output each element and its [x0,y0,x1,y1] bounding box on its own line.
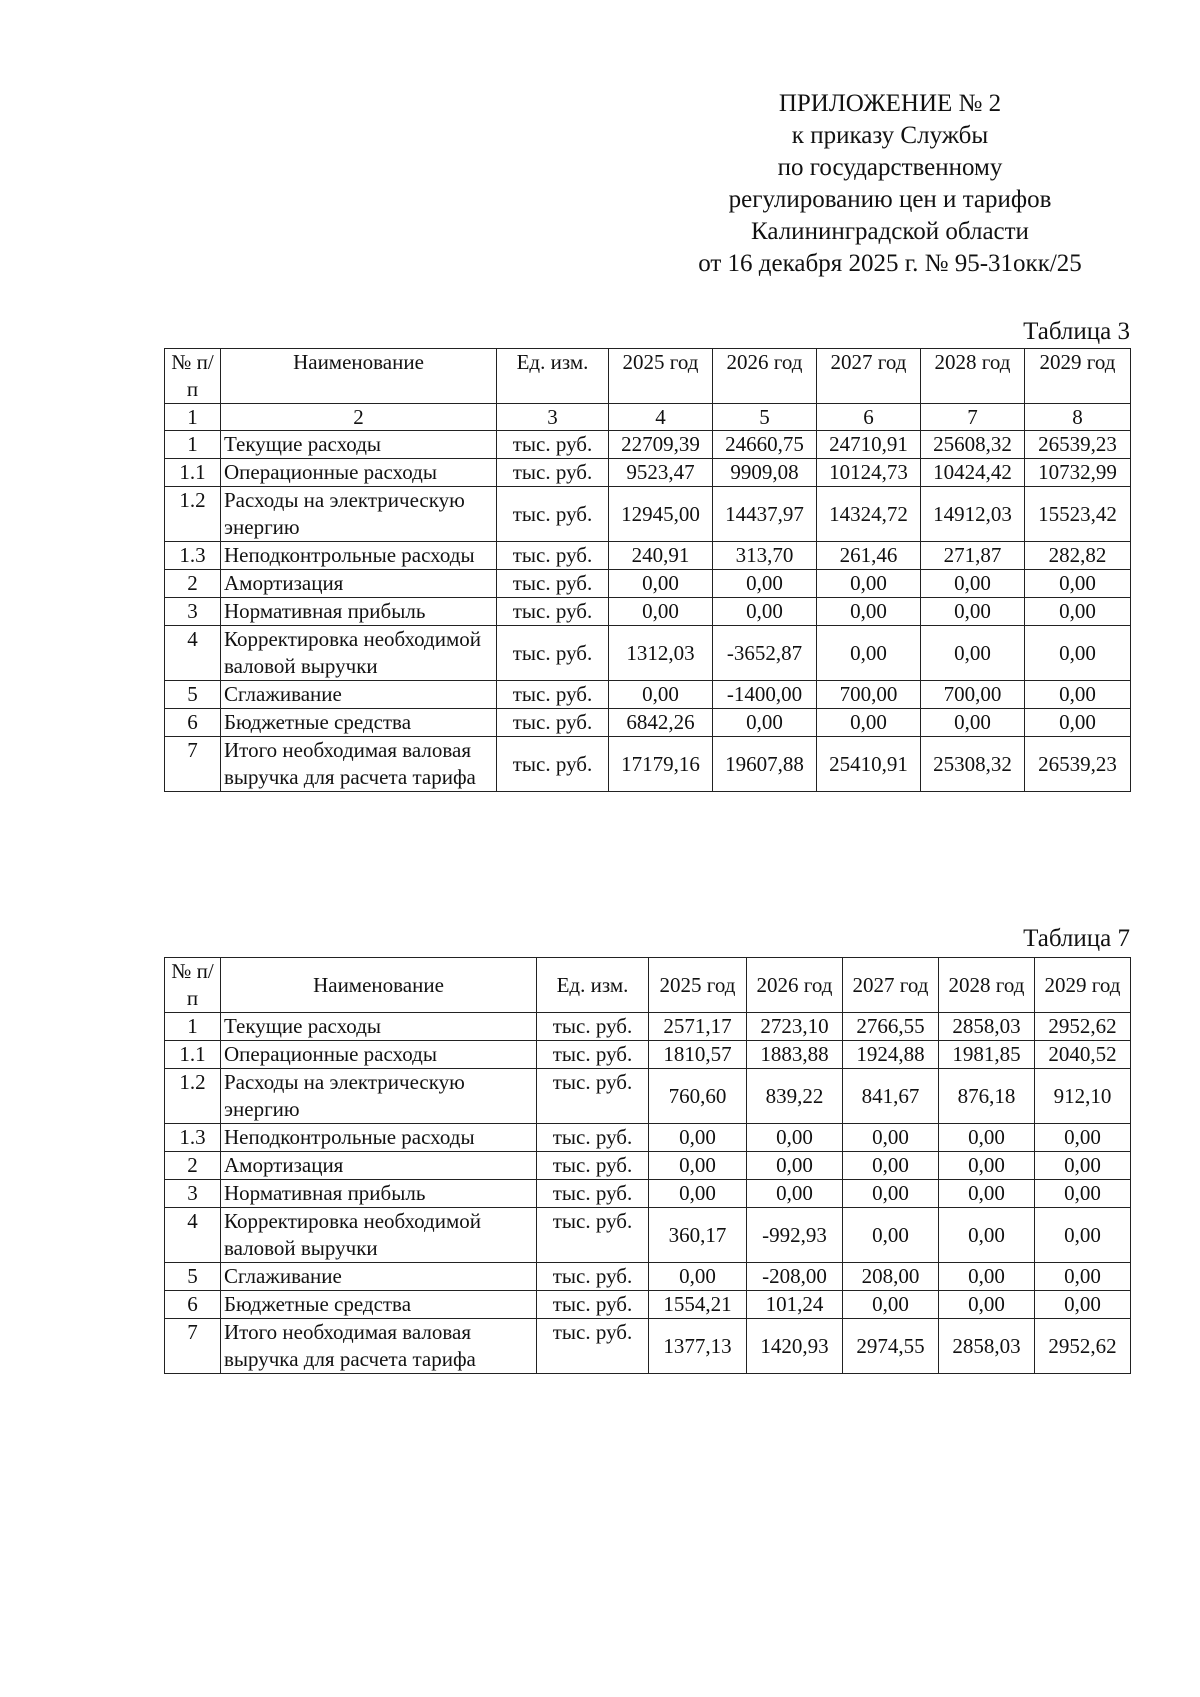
value-cell: 0,00 [939,1124,1035,1152]
table3 [164,348,1131,792]
row-unit: тыс. руб. [537,1152,649,1180]
value-cell: 101,24 [747,1291,843,1319]
value-cell: 0,00 [1025,709,1131,737]
value-cell: 282,82 [1025,542,1131,570]
table-row [165,1180,1131,1208]
value-cell: 360,17 [649,1208,747,1263]
value-cell: 2571,17 [649,1013,747,1041]
value-cell: 0,00 [1035,1152,1131,1180]
value-cell: 0,00 [747,1180,843,1208]
value-cell: 313,70 [713,542,817,570]
value-cell: 0,00 [649,1152,747,1180]
row-unit: тыс. руб. [537,1319,649,1374]
table-row [165,1263,1131,1291]
table-row [165,681,1131,709]
column-number: 3 [497,404,609,431]
value-cell: 25410,91 [817,737,921,792]
value-cell: 0,00 [939,1208,1035,1263]
value-cell: 0,00 [921,709,1025,737]
value-cell: 0,00 [1025,626,1131,681]
row-unit: тыс. руб. [537,1069,649,1124]
col-unit-header: Ед. изм. [497,349,609,404]
value-cell: 6842,26 [609,709,713,737]
table3-column-numbers-row [165,404,1131,431]
value-cell: 26539,23 [1025,737,1131,792]
row-unit: тыс. руб. [537,1124,649,1152]
column-number: 7 [921,404,1025,431]
value-cell: 14912,03 [921,487,1025,542]
row-name: Неподконтрольные расходы [221,1124,537,1152]
table-row [165,598,1131,626]
value-cell: 700,00 [921,681,1025,709]
value-cell: 0,00 [713,598,817,626]
column-number: 4 [609,404,713,431]
value-cell: 271,87 [921,542,1025,570]
value-cell: 17179,16 [609,737,713,792]
value-cell: 0,00 [713,570,817,598]
value-cell: 15523,42 [1025,487,1131,542]
row-unit: тыс. руб. [497,542,609,570]
value-cell: 0,00 [939,1263,1035,1291]
row-number: 1.1 [165,459,221,487]
value-cell: 700,00 [817,681,921,709]
row-name: Расходы на электрическую энергию [221,1069,537,1124]
table-row [165,737,1131,792]
value-cell: 2952,62 [1035,1319,1131,1374]
table-row [165,1069,1131,1124]
row-name: Расходы на электрическую энергию [221,487,497,542]
table-row [165,626,1131,681]
value-cell: 1883,88 [747,1041,843,1069]
value-cell: 0,00 [921,570,1025,598]
value-cell: 26539,23 [1025,431,1131,459]
value-cell: 0,00 [939,1180,1035,1208]
value-cell: 0,00 [843,1124,939,1152]
value-cell: 0,00 [843,1180,939,1208]
value-cell: 0,00 [609,681,713,709]
value-cell: 240,91 [609,542,713,570]
table3-header-row [165,349,1131,404]
column-number: 5 [713,404,817,431]
row-number: 1.3 [165,1124,221,1152]
value-cell: 9909,08 [713,459,817,487]
value-cell: 2858,03 [939,1013,1035,1041]
value-cell: 0,00 [1025,570,1131,598]
col-name-header: Наименование [221,349,497,404]
row-unit: тыс. руб. [497,459,609,487]
col-year-header: 2028 год [921,349,1025,404]
row-name: Текущие расходы [221,431,497,459]
row-name: Текущие расходы [221,1013,537,1041]
value-cell: 0,00 [747,1124,843,1152]
col-num-header: № п/п [165,958,221,1013]
row-unit: тыс. руб. [497,431,609,459]
value-cell: 19607,88 [713,737,817,792]
col-year-header: 2026 год [713,349,817,404]
row-name: Корректировка необходимой валовой выручки [221,626,497,681]
row-number: 6 [165,1291,221,1319]
value-cell: 2974,55 [843,1319,939,1374]
row-number: 1.2 [165,1069,221,1124]
row-number: 1.3 [165,542,221,570]
header-line: Калининградской области [751,218,1029,245]
value-cell: 2723,10 [747,1013,843,1041]
value-cell: 0,00 [649,1124,747,1152]
row-number: 5 [165,681,221,709]
value-cell: 0,00 [747,1152,843,1180]
table7 [164,957,1131,1374]
table-row [165,542,1131,570]
row-name: Операционные расходы [221,1041,537,1069]
value-cell: 0,00 [609,598,713,626]
row-number: 2 [165,570,221,598]
col-year-header: 2028 год [939,958,1035,1013]
row-unit: тыс. руб. [537,1291,649,1319]
value-cell: 0,00 [843,1291,939,1319]
value-cell: 14324,72 [817,487,921,542]
table-row [165,459,1131,487]
row-name: Амортизация [221,570,497,598]
value-cell: 0,00 [609,570,713,598]
row-unit: тыс. руб. [537,1013,649,1041]
row-name: Итого необходимая валовая выручка для расчета тарифа [221,737,497,792]
header-line: от 16 декабря 2025 г. № 95-31окк/25 [698,250,1082,277]
value-cell: 0,00 [817,570,921,598]
value-cell: 839,22 [747,1069,843,1124]
value-cell: 0,00 [1035,1124,1131,1152]
value-cell: 0,00 [817,626,921,681]
value-cell: -208,00 [747,1263,843,1291]
value-cell: 2766,55 [843,1013,939,1041]
table-row [165,487,1131,542]
row-number: 5 [165,1263,221,1291]
table-row [165,1041,1131,1069]
value-cell: 0,00 [1035,1180,1131,1208]
col-year-header: 2029 год [1035,958,1131,1013]
value-cell: 1377,13 [649,1319,747,1374]
value-cell: 0,00 [1035,1208,1131,1263]
row-number: 1 [165,1013,221,1041]
value-cell: 841,67 [843,1069,939,1124]
col-year-header: 2025 год [609,349,713,404]
value-cell: 1981,85 [939,1041,1035,1069]
value-cell: 25308,32 [921,737,1025,792]
row-number: 1.2 [165,487,221,542]
value-cell: 0,00 [713,709,817,737]
table-row [165,709,1131,737]
value-cell: 24710,91 [817,431,921,459]
value-cell: 0,00 [1035,1263,1131,1291]
value-cell: 1924,88 [843,1041,939,1069]
row-number: 4 [165,626,221,681]
value-cell: 25608,32 [921,431,1025,459]
header-line: по государственному [777,154,1003,181]
value-cell: 10732,99 [1025,459,1131,487]
row-unit: тыс. руб. [497,709,609,737]
row-number: 7 [165,737,221,792]
row-unit: тыс. руб. [537,1208,649,1263]
column-number: 6 [817,404,921,431]
value-cell: 22709,39 [609,431,713,459]
col-year-header: 2025 год [649,958,747,1013]
table7-header-row [165,958,1131,1013]
col-num-header: № п/п [165,349,221,404]
value-cell: 2858,03 [939,1319,1035,1374]
value-cell: 208,00 [843,1263,939,1291]
value-cell: 760,60 [649,1069,747,1124]
row-number: 1 [165,431,221,459]
value-cell: 0,00 [939,1152,1035,1180]
row-name: Неподконтрольные расходы [221,542,497,570]
header-line: ПРИЛОЖЕНИЕ № 2 [778,90,1002,117]
row-number: 1.1 [165,1041,221,1069]
value-cell: 10124,73 [817,459,921,487]
value-cell: 14437,97 [713,487,817,542]
row-name: Нормативная прибыль [221,1180,537,1208]
row-number: 3 [165,1180,221,1208]
row-number: 7 [165,1319,221,1374]
value-cell: 0,00 [817,709,921,737]
value-cell: 0,00 [843,1208,939,1263]
row-name: Нормативная прибыль [221,598,497,626]
row-name: Корректировка необходимой валовой выручки [221,1208,537,1263]
row-number: 6 [165,709,221,737]
table-row [165,1208,1131,1263]
row-number: 3 [165,598,221,626]
header-line: к приказу Службы [791,122,989,149]
row-unit: тыс. руб. [497,570,609,598]
value-cell: 261,46 [817,542,921,570]
value-cell: 2040,52 [1035,1041,1131,1069]
value-cell: 0,00 [1035,1291,1131,1319]
table-row [165,1152,1131,1180]
col-year-header: 2026 год [747,958,843,1013]
header-line: регулированию цен и тарифов [728,186,1052,213]
row-name: Бюджетные средства [221,1291,537,1319]
value-cell: 24660,75 [713,431,817,459]
value-cell: 0,00 [817,598,921,626]
row-number: 2 [165,1152,221,1180]
row-name: Операционные расходы [221,459,497,487]
value-cell: 12945,00 [609,487,713,542]
table-row [165,1124,1131,1152]
col-year-header: 2029 год [1025,349,1131,404]
column-number: 1 [165,404,221,431]
col-year-header: 2027 год [817,349,921,404]
column-number: 2 [221,404,497,431]
table7-caption: Таблица 7 [1023,925,1130,952]
row-unit: тыс. руб. [537,1041,649,1069]
value-cell: 0,00 [921,598,1025,626]
row-name: Итого необходимая валовая выручка для расчета тарифа [221,1319,537,1374]
value-cell: 0,00 [1025,598,1131,626]
table-row [165,1319,1131,1374]
col-unit-header: Ед. изм. [537,958,649,1013]
row-name: Амортизация [221,1152,537,1180]
value-cell: -992,93 [747,1208,843,1263]
value-cell: 0,00 [649,1263,747,1291]
value-cell: 0,00 [939,1291,1035,1319]
row-unit: тыс. руб. [497,681,609,709]
value-cell: 1312,03 [609,626,713,681]
value-cell: 876,18 [939,1069,1035,1124]
row-name: Бюджетные средства [221,709,497,737]
value-cell: 0,00 [843,1152,939,1180]
value-cell: 0,00 [921,626,1025,681]
value-cell: 1810,57 [649,1041,747,1069]
row-unit: тыс. руб. [537,1263,649,1291]
value-cell: -3652,87 [713,626,817,681]
appendix-header [650,88,1130,280]
value-cell: 0,00 [649,1180,747,1208]
row-unit: тыс. руб. [537,1180,649,1208]
row-number: 4 [165,1208,221,1263]
value-cell: 10424,42 [921,459,1025,487]
row-unit: тыс. руб. [497,598,609,626]
table-row [165,1291,1131,1319]
value-cell: 1554,21 [649,1291,747,1319]
row-name: Сглаживание [221,1263,537,1291]
value-cell: 1420,93 [747,1319,843,1374]
row-name: Сглаживание [221,681,497,709]
col-year-header: 2027 год [843,958,939,1013]
row-unit: тыс. руб. [497,737,609,792]
table-row [165,1013,1131,1041]
value-cell: 9523,47 [609,459,713,487]
value-cell: 0,00 [1025,681,1131,709]
table3-caption: Таблица 3 [1023,318,1130,345]
value-cell: 2952,62 [1035,1013,1131,1041]
col-name-header: Наименование [221,958,537,1013]
table-row [165,570,1131,598]
table-row [165,431,1131,459]
column-number: 8 [1025,404,1131,431]
row-unit: тыс. руб. [497,487,609,542]
value-cell: 912,10 [1035,1069,1131,1124]
row-unit: тыс. руб. [497,626,609,681]
value-cell: -1400,00 [713,681,817,709]
